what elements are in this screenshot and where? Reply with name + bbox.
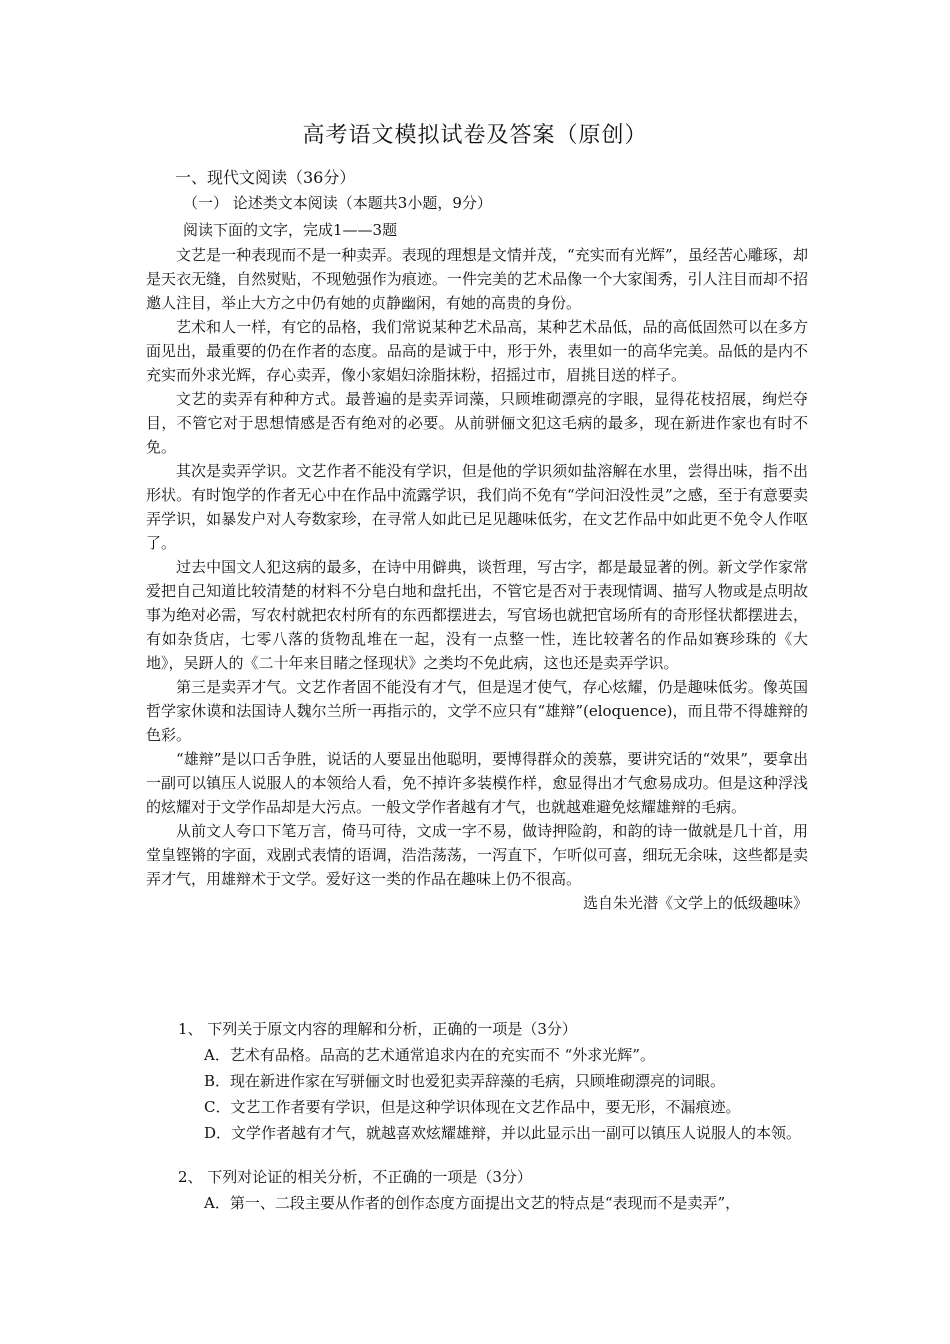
question-2 xyxy=(178,1164,808,1216)
article-paragraph: 过去中国文人犯这病的最多，在诗中用僻典，谈哲理，写古字，都是最显著的例。新文学作家常爱把自己知道比较清楚的材料不分皂白地和盘托出，不管它是否对于表现情调、描写人物或是点明故事为绝对必需，写农村就把农村所有的东西都摆进去，写官场也就把官场所有的奇形怪状都摆进去，有如杂货店，七零八落的货物乱堆在一起，没有一点整一性，连比较著名的作品如赛珍珠的《大地》，吴趼人的《二十年来目睹之怪现状》之类均不免此病，这也还是卖弄学识。 xyxy=(146,558,808,672)
option-a: A．第一、二段主要从作者的创作态度方面提出文艺的特点是“表现而不是卖弄”， xyxy=(204,1194,741,1212)
article-paragraph: 艺术和人一样，有它的品格，我们常说某种艺术品高，某种艺术品低，品的高低固然可以在多方面见出，最重要的仍在作者的态度。品高的是诚于中，形于外，表里如一的高华完美。品低的是内不充实而外求光辉，存心卖弄，像小家娼妇涂脂抹粉，招摇过市，眉挑目送的样子。 xyxy=(146,318,808,384)
article-paragraph: “雄辩”是以口舌争胜，说话的人要显出他聪明，要博得群众的羡慕，要讲究话的“效果”，要拿出一副可以镇压人说服人的本领给人看，免不掉许多装模作样，愈显得出才气愈易成功。但是这种浮浅的炫耀对于文学作品却是大污点。一般文学作者越有才气，也就越难避免炫耀雄辩的毛病。 xyxy=(146,750,808,816)
article-body xyxy=(146,243,808,915)
reading-instruction: 阅读下面的文字，完成1——3题 xyxy=(183,221,398,239)
article-paragraph: 从前文人夸口下笔万言，倚马可待，文成一字不易，做诗押险韵，和韵的诗一做就是几十首，用堂皇铿锵的字面，戏剧式表情的语调，浩浩荡荡，一泻直下，乍听似可喜，细玩无余味，这些都是卖弄才气，用雄辩术于文学。爱好这一类的作品在趣味上仍不很高。 xyxy=(146,822,808,888)
option-b: B．现在新进作家在写骈俪文时也爱犯卖弄辞藻的毛病，只顾堆砌漂亮的词眼。 xyxy=(204,1072,726,1090)
article-paragraph: 文艺是一种表现而不是一种卖弄。表现的理想是文情并茂，“充实而有光辉”，虽经苦心雕琢，却是天衣无缝，自然熨贴，不现勉强作为痕迹。一件完美的艺术品像一个大家闺秀，引人注目而却不招邀人注目，举止大方之中仍有她的贞静幽闲，有她的高贵的身份。 xyxy=(146,246,808,312)
question-1 xyxy=(178,1016,808,1146)
option-c: C．文艺工作者要有学识，但是这种学识体现在文艺作品中，要无形，不漏痕迹。 xyxy=(204,1098,741,1116)
subsection-heading: （一） 论述类文本阅读（本题共3小题，9分） xyxy=(183,194,492,212)
article-paragraph: 第三是卖弄才气。文艺作者固不能没有才气，但是逞才使气，存心炫耀，仍是趣味低劣。像英国哲学家休谟和法国诗人魏尔兰所一再指示的，文学不应只有“雄辩”(eloquence)，而且带不得雄辩的色彩。 xyxy=(146,678,808,744)
question-stem: 2、 下列对论证的相关分析，不正确的一项是（3分） xyxy=(178,1168,532,1186)
page-title: 高考语文模拟试卷及答案（原创） xyxy=(302,123,648,148)
question-stem: 1、 下列关于原文内容的理解和分析，正确的一项是（3分） xyxy=(178,1020,577,1038)
section-heading: 一、现代文阅读（36分） xyxy=(175,168,356,187)
article-paragraph: 文艺的卖弄有种种方式。最普遍的是卖弄词藻，只顾堆砌漂亮的字眼，显得花枝招展，绚烂夺目，不管它对于思想情感是否有绝对的必要。从前骈俪文犯这毛病的最多，现在新进作家也有时不免。 xyxy=(146,390,808,456)
article-paragraph: 其次是卖弄学识。文艺作者不能没有学识，但是他的学识须如盐溶解在水里，尝得出味，指不出形状。有时饱学的作者无心中在作品中流露学识，我们尚不免有“学问汩没性灵”之感，至于有意要卖弄学识，如暴发户对人夸数家珍，在寻常人如此已足见趣味低劣，在文艺作品中如此更不免令人作呕了。 xyxy=(146,462,808,552)
article-source: 选自朱光潜《文学上的低级趣味》 xyxy=(582,894,808,912)
option-a: A．艺术有品格。品高的艺术通常追求内在的充实而不 “外求光辉”。 xyxy=(204,1046,655,1064)
option-d: D．文学作者越有才气，就越喜欢炫耀雄辩，并以此显示出一副可以镇压人说服人的本领。 xyxy=(204,1124,802,1142)
